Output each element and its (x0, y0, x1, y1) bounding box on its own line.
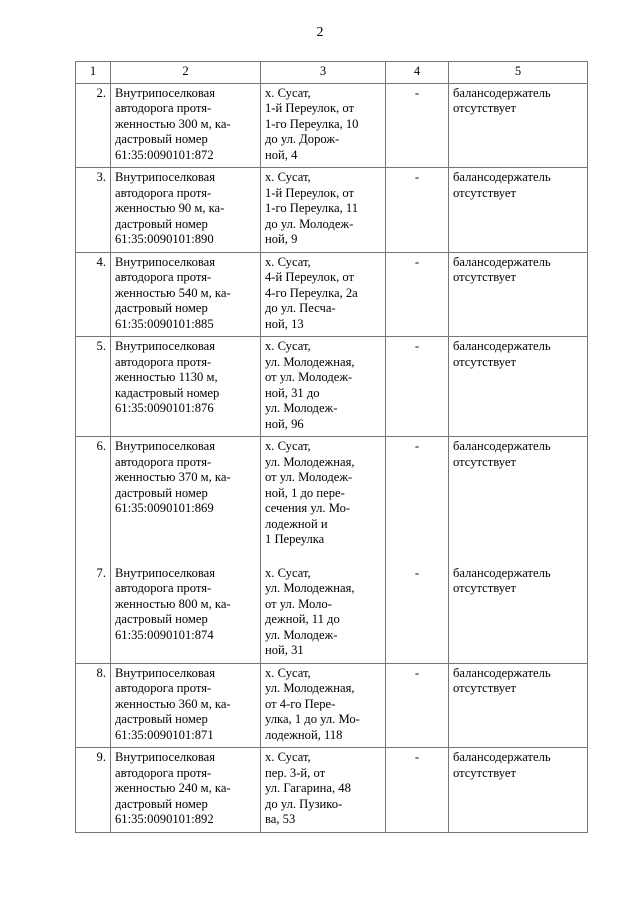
table-row (76, 437, 588, 552)
header-cell-2: 2 (111, 62, 261, 84)
cell-line: сечения ул. Мо- (265, 501, 351, 515)
object-description (111, 337, 261, 437)
cell-line: кадастровый номер (115, 385, 220, 400)
cell-line: 1 Переулка (265, 532, 325, 546)
cell-line: до ул. Пузико- (265, 796, 343, 811)
cell-line: до ул. Дорож- (265, 132, 340, 146)
cell-line: х. Сусат, (265, 750, 311, 764)
cell-line: Внутрипоселковая (115, 665, 216, 680)
column-4-value: - (386, 252, 449, 337)
cell-line: Внутрипоселковая (115, 565, 216, 580)
cell-line: до ул. Молодеж- (265, 216, 354, 231)
cell-line: от ул. Молодеж- (265, 470, 353, 484)
cell-line: отсутствует (453, 354, 516, 369)
table-row (76, 748, 588, 833)
cell-line: х. Сусат, (265, 85, 311, 100)
cell-line: балансодержатель (453, 750, 551, 764)
cell-line: дастровый номер (115, 796, 208, 811)
table-row (76, 168, 588, 253)
column-4-value: - (386, 168, 449, 253)
cell-line: ной, 4 (265, 147, 298, 162)
cell-line: дастровый номер (115, 132, 208, 146)
cell-line: х. Сусат, (265, 339, 311, 353)
cell-line: ул. Молодеж- (265, 627, 338, 642)
cell-line: отсутствует (453, 681, 516, 695)
cell-line: женностью 300 м, ка- (115, 116, 231, 131)
cell-line: балансодержатель (453, 665, 551, 680)
cell-line: 4-го Переулка, 2а (265, 285, 358, 300)
table-header-row (76, 62, 588, 84)
header-cell-1: 1 (76, 62, 111, 84)
cell-line: женностью 360 м, ка- (115, 696, 231, 711)
cell-line: 61:35:0090101:872 (115, 147, 214, 162)
column-4-value: - (386, 552, 449, 664)
object-location (261, 663, 386, 748)
cell-line: ул. Молодежная, (265, 454, 355, 469)
cell-line: дастровый номер (115, 485, 208, 500)
cell-line: ной, 1 до пере- (265, 485, 345, 500)
object-location (261, 552, 386, 664)
cell-line: женностью 800 м, ка- (115, 596, 231, 611)
cell-line: дастровый номер (115, 216, 208, 231)
object-description (111, 252, 261, 337)
cell-line: Внутрипоселковая (115, 439, 216, 453)
cell-line: х. Сусат, (265, 439, 311, 453)
cell-line: автодорога протя- (115, 454, 212, 469)
table-row (76, 83, 588, 168)
cell-line: Внутрипоселковая (115, 750, 216, 764)
cell-line: 1-го Переулка, 10 (265, 116, 359, 131)
cell-line: балансодержатель (453, 439, 551, 453)
cell-line: ной, 9 (265, 232, 298, 246)
cell-line: ной, 31 (265, 643, 304, 657)
cell-line: Внутрипоселковая (115, 170, 216, 184)
cell-line: х. Сусат, (265, 170, 311, 184)
cell-line: ул. Молодежная, (265, 581, 355, 595)
table-row (76, 337, 588, 437)
object-location (261, 337, 386, 437)
cell-line: Внутрипоселковая (115, 254, 216, 269)
cell-line: 61:35:0090101:890 (115, 232, 214, 246)
balance-holder (449, 663, 588, 748)
cell-line: женностью 540 м, ка- (115, 285, 231, 300)
cell-line: ул. Молодежная, (265, 354, 355, 369)
cell-line: от ул. Молодеж- (265, 370, 353, 384)
balance-holder (449, 337, 588, 437)
cell-line: автодорога протя- (115, 101, 212, 115)
row-number: 3. (76, 168, 111, 253)
object-description (111, 552, 261, 664)
cell-line: 61:35:0090101:874 (115, 627, 214, 642)
header-cell-3: 3 (261, 62, 386, 84)
cell-line: отсутствует (453, 185, 516, 200)
cell-line: автодорога протя- (115, 581, 212, 595)
object-location (261, 168, 386, 253)
cell-line: 1-й Переулок, от (265, 101, 355, 115)
column-4-value: - (386, 83, 449, 168)
cell-line: дежной, 11 до (265, 612, 340, 626)
cell-line: 61:35:0090101:871 (115, 727, 214, 742)
object-description (111, 748, 261, 833)
cell-line: от 4-го Пере- (265, 696, 336, 711)
cell-line: х. Сусат, (265, 665, 311, 680)
cell-line: балансодержатель (453, 339, 551, 353)
cell-line: пер. 3-й, от (265, 765, 326, 780)
cell-line: балансодержатель (453, 170, 551, 184)
object-location (261, 252, 386, 337)
header-cell-4: 4 (386, 62, 449, 84)
cell-line: 4-й Переулок, от (265, 270, 355, 284)
cell-line: 61:35:0090101:885 (115, 316, 214, 331)
header-cell-5: 5 (449, 62, 588, 84)
cell-line: отсутствует (453, 454, 516, 469)
cell-line: отсутствует (453, 101, 516, 115)
table-row (76, 663, 588, 748)
cell-line: от ул. Моло- (265, 596, 332, 611)
cell-line: дастровый номер (115, 612, 208, 626)
cell-line: отсутствует (453, 765, 516, 780)
cell-line: женностью 90 м, ка- (115, 201, 225, 215)
cell-line: 61:35:0090101:876 (115, 401, 214, 415)
cell-line: дастровый номер (115, 712, 208, 726)
row-number: 7. (76, 552, 111, 664)
cell-line: х. Сусат, (265, 565, 311, 580)
cell-line: до ул. Песча- (265, 301, 336, 315)
cell-line: 61:35:0090101:869 (115, 501, 214, 515)
balance-holder (449, 437, 588, 552)
cell-line: автодорога протя- (115, 354, 212, 369)
balance-holder (449, 252, 588, 337)
row-number: 2. (76, 83, 111, 168)
cell-line: ул. Молодежная, (265, 681, 355, 695)
cell-line: дастровый номер (115, 301, 208, 315)
cell-line: ул. Молодеж- (265, 401, 338, 415)
cell-line: 61:35:0090101:892 (115, 812, 214, 826)
balance-holder (449, 168, 588, 253)
cell-line: автодорога протя- (115, 765, 212, 780)
cell-line: улка, 1 до ул. Мо- (265, 712, 360, 726)
object-description (111, 437, 261, 552)
column-4-value: - (386, 337, 449, 437)
row-number: 9. (76, 748, 111, 833)
cell-line: 1-й Переулок, от (265, 185, 355, 200)
cell-line: Внутрипоселковая (115, 85, 216, 100)
cell-line: балансодержатель (453, 565, 551, 580)
object-location (261, 437, 386, 552)
column-4-value: - (386, 437, 449, 552)
object-location (261, 83, 386, 168)
row-number: 5. (76, 337, 111, 437)
cell-line: балансодержатель (453, 254, 551, 269)
object-location (261, 748, 386, 833)
cell-line: Внутрипоселковая (115, 339, 216, 353)
cell-line: ва, 53 (265, 812, 296, 826)
cell-line: женностью 1130 м, (115, 370, 218, 384)
row-number: 4. (76, 252, 111, 337)
object-description (111, 83, 261, 168)
cell-line: отсутствует (453, 270, 516, 284)
column-4-value: - (386, 663, 449, 748)
balance-holder (449, 748, 588, 833)
cell-line: 1-го Переулка, 11 (265, 201, 359, 215)
cell-line: лодежной, 118 (265, 727, 343, 742)
object-description (111, 663, 261, 748)
cell-line: ной, 31 до (265, 385, 320, 400)
cell-line: ной, 13 (265, 316, 304, 331)
cell-line: автодорога протя- (115, 270, 212, 284)
cell-line: женностью 240 м, ка- (115, 781, 231, 795)
table-row (76, 252, 588, 337)
balance-holder (449, 83, 588, 168)
cell-line: женностью 370 м, ка- (115, 470, 231, 484)
cell-line: отсутствует (453, 581, 516, 595)
row-number: 8. (76, 663, 111, 748)
cell-line: ной, 96 (265, 416, 304, 431)
cell-line: автодорога протя- (115, 185, 212, 200)
object-description (111, 168, 261, 253)
balance-holder (449, 552, 588, 664)
cell-line: автодорога протя- (115, 681, 212, 695)
cell-line: ул. Гагарина, 48 (265, 781, 351, 795)
cell-line: балансодержатель (453, 85, 551, 100)
property-table (75, 61, 588, 833)
cell-line: х. Сусат, (265, 254, 311, 269)
row-number: 6. (76, 437, 111, 552)
cell-line: лодежной и (265, 516, 328, 531)
column-4-value: - (386, 748, 449, 833)
page-number: 2 (316, 25, 324, 40)
table-row (76, 552, 588, 664)
